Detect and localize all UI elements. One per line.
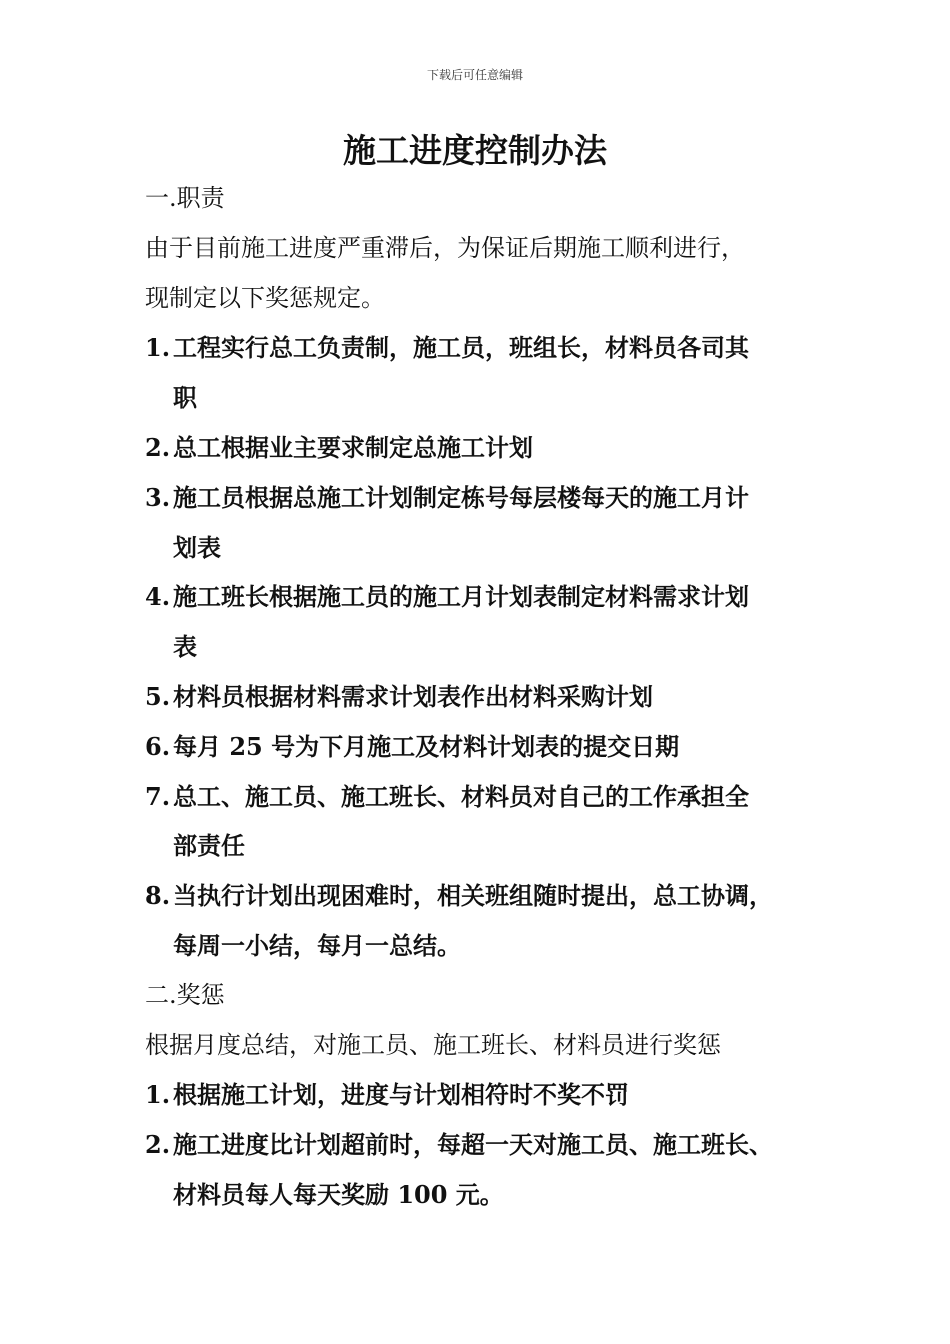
list-item-text: 每月 25 号为下月施工及材料计划表的提交日期 [173,731,680,761]
list-item [145,722,835,772]
list-item [145,672,835,722]
document-body [145,174,835,1220]
list-item-text: 部责任 [173,831,245,861]
list-item [145,871,835,971]
list-item [145,323,835,423]
list-item-number: 5. [145,681,171,711]
list-item-text: 材料员根据材料需求计划表作出材料采购计划 [173,681,653,711]
list-item [145,1070,835,1120]
list-item-text: 工程实行总工负责制，施工员，班组长，材料员各司其 [173,333,749,363]
list-item-number: 1. [145,1080,171,1110]
list-item-number: 1. [145,333,171,363]
list-item-number: 7. [145,781,171,811]
list-item-text: 根据施工计划，进度与计划相符时不奖不罚 [173,1080,629,1110]
section-heading-rewards: 二.奖惩 [145,980,225,1009]
list-item-text: 总工、施工员、施工班长、材料员对自己的工作承担全 [173,781,749,811]
list-item [145,572,835,672]
list-item-number: 8. [145,881,171,911]
list-item [145,473,835,573]
list-item-number: 2. [145,432,171,462]
section-heading-duties: 一.职责 [145,184,225,212]
list-item-number: 3. [145,482,171,512]
list-item-text: 每周一小结，每月一总结。 [173,930,461,960]
list-item-text: 表 [173,632,197,662]
list-item [145,423,835,473]
list-item-text: 当执行计划出现困难时，相关班组随时提出，总工协调， [173,881,773,911]
list-item [145,1120,835,1220]
list-item-text: 施工班长根据施工员的施工月计划表制定材料需求计划 [173,582,749,612]
list-item-text: 划表 [173,532,221,562]
document-title: 施工进度控制办法 [343,131,607,170]
list-item-number: 2. [145,1130,171,1160]
intro-line: 根据月度总结，对施工员、施工班长、材料员进行奖惩 [145,1030,721,1059]
list-item-text: 总工根据业主要求制定总施工计划 [173,432,533,462]
list-item-text: 材料员每人每天奖励 100 元。 [173,1179,504,1209]
intro-line: 由于目前施工进度严重滞后，为保证后期施工顺利进行， [145,233,745,262]
header-note: 下载后可任意编辑 [426,68,523,82]
list-item-text: 施工进度比计划超前时，每超一天对施工员、施工班长、 [173,1130,773,1160]
list-item-text: 职 [173,383,197,413]
intro-line: 现制定以下奖惩规定。 [145,283,385,312]
list-item [145,772,835,872]
list-item-number: 6. [145,731,171,761]
list-item-text: 施工员根据总施工计划制定栋号每层楼每天的施工月计 [173,482,749,512]
list-item-number: 4. [145,582,171,612]
